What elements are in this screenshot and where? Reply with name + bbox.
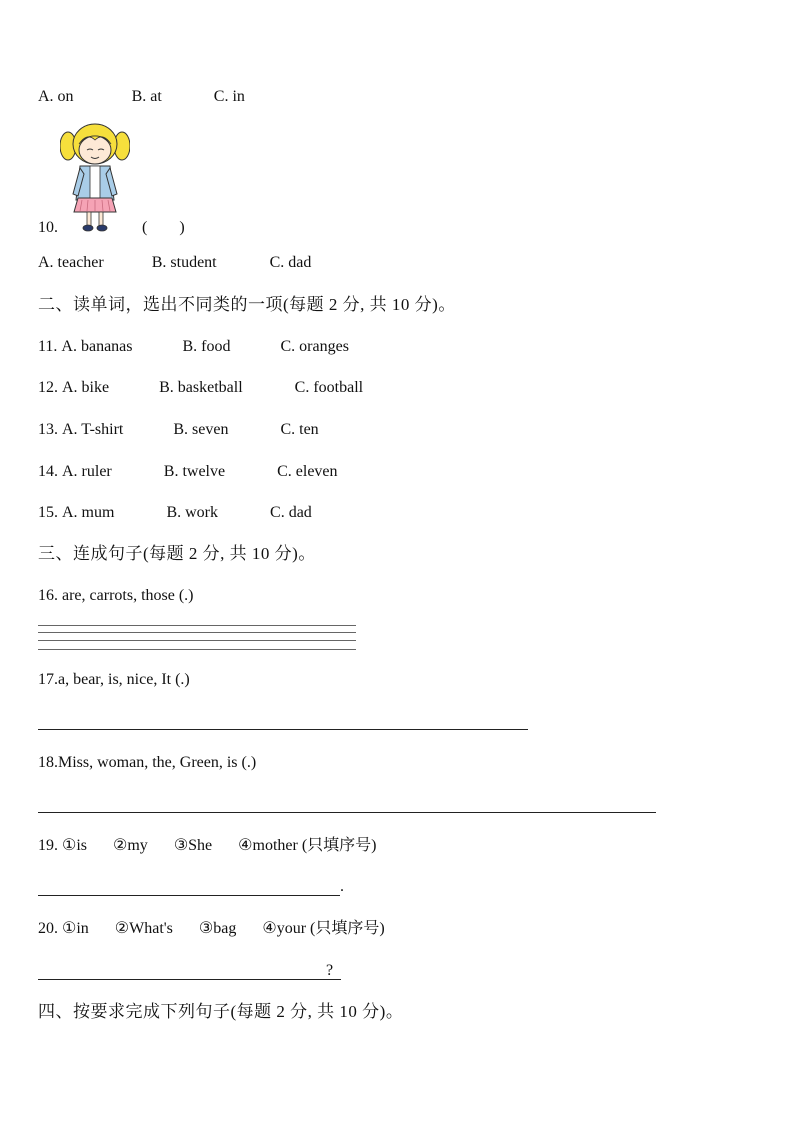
q18-stem: 18.Miss, woman, the, Green, is (.) — [38, 754, 257, 771]
q10-options — [38, 253, 311, 273]
q19-word-3: ③She — [173, 837, 213, 854]
q12-option-a: A. bike — [62, 379, 110, 396]
q12-number: 12. — [38, 379, 58, 396]
section2-title: 二、读单词，选出不同类的一项(每题 2 分, 共 10 分)。 — [38, 295, 456, 314]
q11 — [38, 337, 349, 357]
q19-word-1: ①is — [62, 837, 88, 854]
q20-stem — [38, 919, 385, 939]
q14-option-a: A. ruler — [62, 463, 112, 480]
q18-answer-line[interactable] — [38, 812, 656, 813]
q16-answer-line-2[interactable] — [38, 632, 356, 633]
q15-option-a: A. mum — [62, 504, 115, 521]
q20-note: (只填序号) — [310, 920, 385, 937]
q16-answer-line-4[interactable] — [38, 649, 356, 650]
q13 — [38, 420, 319, 440]
q13-option-b: B. seven — [173, 421, 229, 438]
section4-title: 四、按要求完成下列句子(每题 2 分, 共 10 分)。 — [38, 1002, 404, 1021]
q13-number: 13. — [38, 421, 58, 438]
q12-option-b: B. basketball — [159, 379, 243, 396]
q20-word-2: ②What's — [114, 920, 173, 937]
q11-option-c: C. oranges — [280, 338, 349, 355]
q11-number: 11. — [38, 338, 58, 355]
q16-stem: 16. are, carrots, those (.) — [38, 587, 194, 604]
q19-word-2: ②my — [113, 837, 148, 854]
q16-answer-line-1[interactable] — [38, 625, 356, 626]
q14 — [38, 462, 338, 482]
q9-option-c: C. in — [213, 88, 245, 105]
q20-word-1: ①in — [62, 920, 89, 937]
q19-answer-line[interactable] — [38, 895, 340, 896]
q9-option-b: B. at — [131, 88, 162, 105]
q10-stem — [38, 218, 185, 238]
q15 — [38, 503, 312, 523]
q20-word-4: ④your — [262, 920, 307, 937]
q15-option-c: C. dad — [270, 504, 312, 521]
q10-option-c: C. dad — [269, 254, 312, 271]
q9-options — [38, 87, 245, 107]
q10-option-b: B. student — [151, 254, 217, 271]
q19-note: (只填序号) — [301, 837, 377, 854]
q20-number: 20. — [38, 920, 58, 937]
q20-answer-line[interactable] — [38, 979, 341, 980]
q12-option-c: C. football — [294, 379, 364, 396]
q12 — [38, 378, 363, 398]
q14-number: 14. — [38, 463, 58, 480]
q11-option-b: B. food — [182, 338, 231, 355]
q19-number: 19. — [38, 837, 58, 854]
q11-option-a: A. bananas — [61, 338, 133, 355]
q17-answer-line[interactable] — [38, 729, 528, 730]
q13-option-a: A. T-shirt — [62, 421, 124, 438]
q15-option-b: B. work — [166, 504, 219, 521]
q19-word-4: ④mother — [238, 837, 298, 854]
q9-option-a: A. on — [38, 88, 74, 105]
q19-stem — [38, 836, 377, 856]
q15-number: 15. — [38, 504, 58, 521]
q20-word-3: ③bag — [198, 920, 237, 937]
q10-answer-blank[interactable]: ( ) — [142, 219, 185, 236]
q10-number: 10. — [38, 219, 58, 236]
q19-end-mark: . — [340, 878, 344, 895]
q13-option-c: C. ten — [280, 421, 319, 438]
q14-option-b: B. twelve — [163, 463, 226, 480]
q14-option-c: C. eleven — [277, 463, 338, 480]
q20-end-mark: ? — [326, 962, 334, 979]
q17-stem: 17.a, bear, is, nice, It (.) — [38, 671, 190, 688]
q16-answer-line-3[interactable] — [38, 640, 356, 641]
section3-title: 三、连成句子(每题 2 分, 共 10 分)。 — [38, 544, 316, 563]
q10-option-a: A. teacher — [38, 254, 104, 271]
